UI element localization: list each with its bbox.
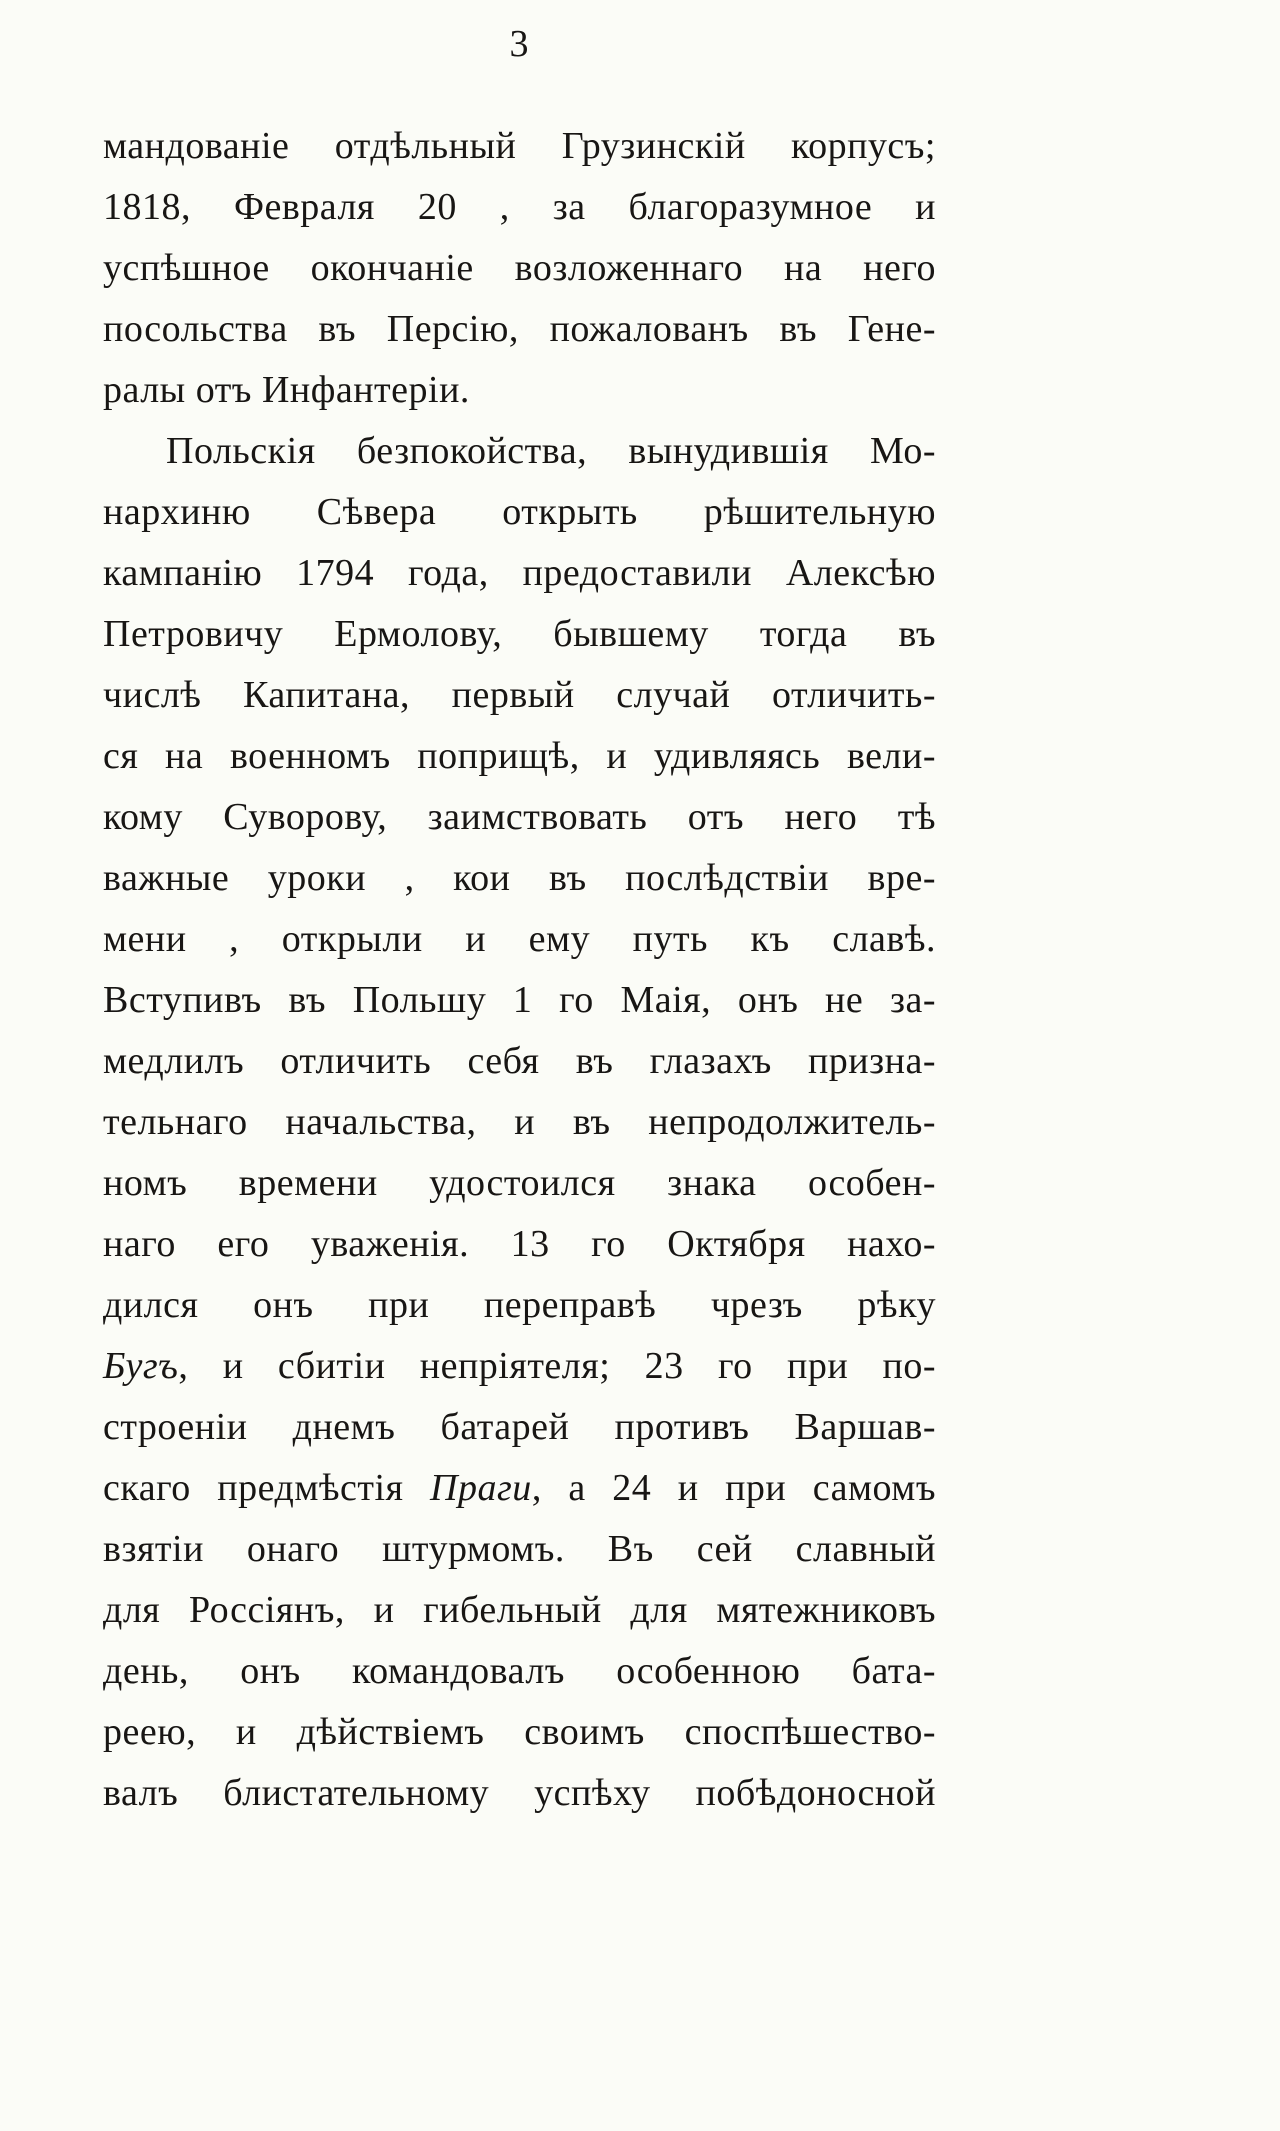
text-segment: посольства въ Персію, пожалованъ въ Гене- bbox=[103, 308, 936, 350]
text-line bbox=[103, 1092, 936, 1153]
text-segment: ся на военномъ поприщѣ, и удивляясь вели- bbox=[103, 735, 936, 777]
text-segment: Петровичу Ермолову, бывшему тогда въ bbox=[103, 613, 936, 655]
text-line bbox=[103, 604, 936, 665]
text-segment: нархиню Сѣвера открыть рѣшительную bbox=[103, 491, 936, 533]
text-segment: важные уроки , кои въ послѣдствіи вре- bbox=[103, 857, 936, 899]
italic-text-segment: Бугъ bbox=[103, 1345, 179, 1387]
text-line bbox=[103, 177, 936, 238]
text-line bbox=[103, 1641, 936, 1702]
text-line bbox=[103, 299, 936, 360]
text-line bbox=[103, 970, 936, 1031]
text-line bbox=[103, 1214, 936, 1275]
text-segment: номъ времени удостоился знака особен- bbox=[103, 1162, 936, 1204]
text-segment: медлилъ отличить себя въ глазахъ призна- bbox=[103, 1040, 936, 1082]
text-line bbox=[103, 421, 936, 482]
text-line bbox=[103, 1458, 936, 1519]
text-segment: Польскія безпокойства, вынудившія Мо- bbox=[166, 430, 936, 472]
text-line bbox=[103, 1580, 936, 1641]
text-line bbox=[103, 1397, 936, 1458]
text-segment: дился онъ при переправѣ чрезъ рѣку bbox=[103, 1284, 936, 1326]
text-line bbox=[103, 909, 936, 970]
text-segment: успѣшное окончаніе возложеннаго на него bbox=[103, 247, 936, 289]
text-segment: кому Суворову, заимствовать отъ него тѣ bbox=[103, 796, 936, 838]
text-line bbox=[103, 360, 936, 421]
text-segment: для Россіянъ, и гибельный для мятежниковъ bbox=[103, 1589, 936, 1631]
text-segment: наго его уваженія. 13 го Октября нахо- bbox=[103, 1223, 936, 1265]
text-line bbox=[103, 1336, 936, 1397]
text-line bbox=[103, 543, 936, 604]
italic-text-segment: Праги bbox=[430, 1467, 532, 1509]
text-segment: Вступивъ въ Польшу 1 го Маія, онъ не за- bbox=[103, 979, 936, 1021]
text-line bbox=[103, 1275, 936, 1336]
text-segment: валъ блистательному успѣху побѣдоносной bbox=[103, 1772, 936, 1814]
text-line bbox=[103, 1702, 936, 1763]
text-line bbox=[103, 1031, 936, 1092]
text-line bbox=[103, 1519, 936, 1580]
text-line bbox=[103, 482, 936, 543]
text-line bbox=[103, 726, 936, 787]
text-segment: числѣ Капитана, первый случай отличить- bbox=[103, 674, 936, 716]
text-line bbox=[103, 787, 936, 848]
text-segment: кампанію 1794 года, предоставили Алексѣю bbox=[103, 552, 936, 594]
text-segment: день, онъ командовалъ особенною бата- bbox=[103, 1650, 936, 1692]
text-segment: скаго предмѣстія bbox=[103, 1467, 431, 1509]
text-segment: тельнаго начальства, и въ непродолжитель- bbox=[103, 1101, 936, 1143]
text-segment: мандованіе отдѣльный Грузинскій корпусъ; bbox=[103, 125, 936, 167]
text-line bbox=[103, 116, 936, 177]
text-line bbox=[103, 848, 936, 909]
page-text bbox=[103, 116, 936, 1824]
text-segment: реею, и дѣйствіемъ своимъ споспѣшество- bbox=[103, 1711, 936, 1753]
text-line bbox=[103, 238, 936, 299]
text-segment: , а 24 и при самомъ bbox=[531, 1467, 937, 1509]
text-segment: , и сбитіи непріятеля; 23 го при по- bbox=[178, 1345, 936, 1387]
text-segment: строеніи днемъ батарей противъ Варшав- bbox=[103, 1406, 936, 1448]
text-segment: взятіи онаго штурмомъ. Въ сей славный bbox=[103, 1528, 936, 1570]
text-line bbox=[103, 1153, 936, 1214]
text-line bbox=[103, 1763, 936, 1824]
text-segment: 1818, Февраля 20 , за благоразумное и bbox=[103, 186, 936, 228]
text-line bbox=[103, 665, 936, 726]
page-number: 3 bbox=[509, 23, 530, 65]
text-segment: ралы отъ Инфантеріи. bbox=[103, 369, 470, 411]
text-segment: мени , открыли и ему путь къ славѣ. bbox=[103, 918, 936, 960]
